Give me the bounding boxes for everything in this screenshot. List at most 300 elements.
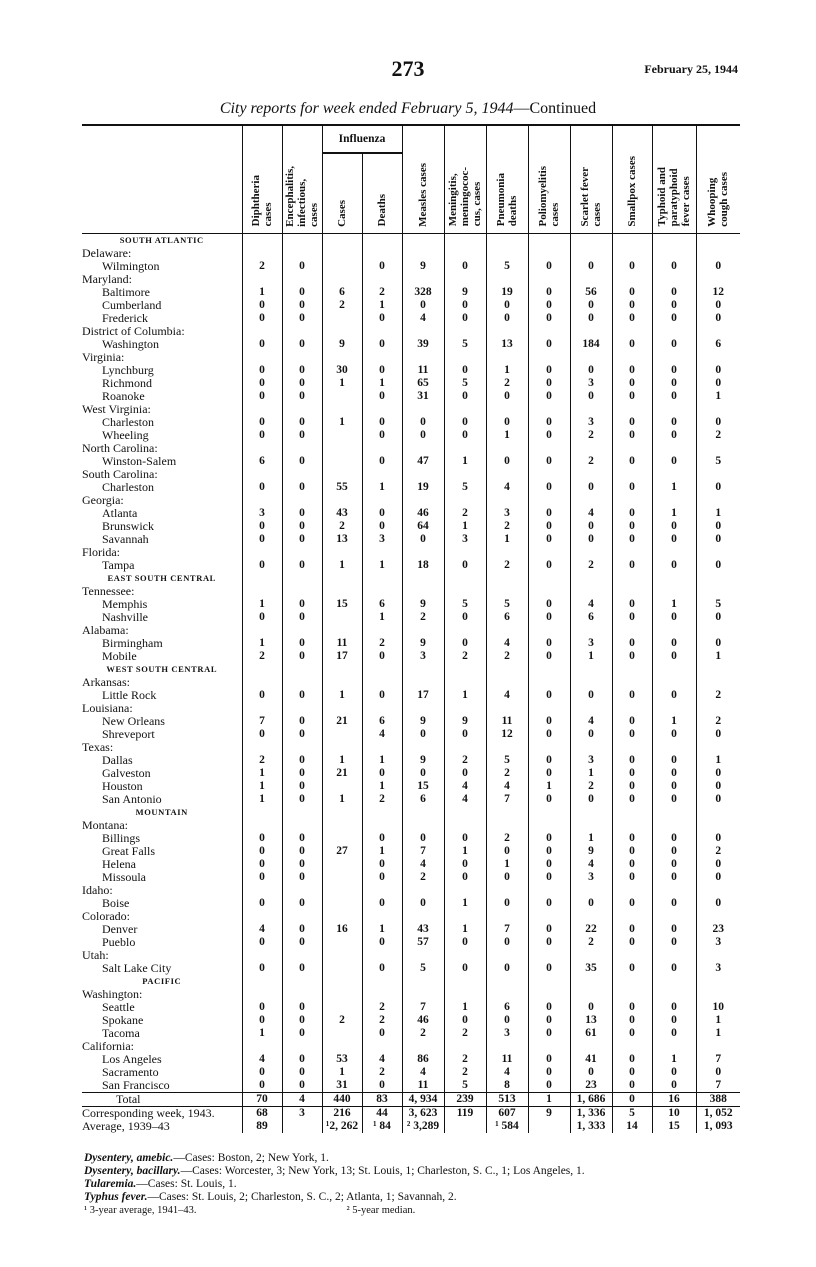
empty-cell	[444, 975, 486, 988]
value-cell: 0	[528, 936, 570, 949]
value-cell	[652, 546, 696, 559]
empty-cell	[652, 663, 696, 676]
value-cell: 0	[528, 832, 570, 845]
value-cell: 0	[652, 455, 696, 468]
value-cell: 0	[612, 728, 652, 741]
value-cell	[444, 468, 486, 481]
section-row	[82, 975, 740, 988]
city-row	[82, 728, 740, 741]
row-label: Winston-Salem	[102, 454, 177, 468]
empty-cell	[242, 572, 282, 585]
value-cell: 1, 336	[570, 1106, 612, 1120]
value-cell: 0	[612, 559, 652, 572]
value-cell: 0	[612, 845, 652, 858]
empty-cell	[570, 233, 612, 247]
value-cell: 1	[696, 754, 740, 767]
value-cell: 0	[612, 377, 652, 390]
value-cell	[696, 325, 740, 338]
value-cell: 2	[486, 377, 528, 390]
value-cell: 0	[612, 533, 652, 546]
value-cell: 0	[652, 897, 696, 910]
value-cell: 1	[696, 650, 740, 663]
state-row	[82, 702, 740, 715]
value-cell: 2	[402, 1027, 444, 1040]
value-cell: 0	[612, 1001, 652, 1014]
value-cell	[322, 1001, 362, 1014]
value-cell: 0	[528, 1066, 570, 1079]
value-cell: 0	[362, 520, 402, 533]
value-cell: 513	[486, 1092, 528, 1106]
value-cell	[282, 468, 322, 481]
value-cell: 0	[362, 897, 402, 910]
value-cell	[242, 247, 282, 260]
value-cell	[570, 351, 612, 364]
value-cell	[528, 325, 570, 338]
value-cell: 0	[612, 1053, 652, 1066]
value-cell: 5	[696, 455, 740, 468]
value-cell: 2	[362, 1001, 402, 1014]
value-cell	[444, 884, 486, 897]
value-cell: 4	[570, 507, 612, 520]
state-row	[82, 910, 740, 923]
value-cell: 23	[570, 1079, 612, 1093]
row-label: Savannah	[102, 532, 149, 546]
value-cell	[444, 949, 486, 962]
city-row	[82, 312, 740, 325]
value-cell: 0	[652, 793, 696, 806]
footnotes	[84, 1152, 764, 1217]
value-cell	[402, 910, 444, 923]
value-cell: 18	[402, 559, 444, 572]
value-cell: 0	[696, 793, 740, 806]
value-cell	[696, 819, 740, 832]
value-cell: 0	[652, 312, 696, 325]
value-cell	[362, 325, 402, 338]
row-label: Boise	[102, 896, 130, 910]
value-cell: 0	[652, 845, 696, 858]
value-cell: 47	[402, 455, 444, 468]
value-cell: 0	[282, 377, 322, 390]
value-cell	[444, 624, 486, 637]
value-cell	[242, 624, 282, 637]
empty-cell	[242, 233, 282, 247]
value-cell	[242, 1040, 282, 1053]
header-typhoid: Typhoid and paratyphoid fever cases	[652, 125, 696, 233]
value-cell: 0	[242, 962, 282, 975]
row-label: Total	[82, 1092, 242, 1106]
value-cell	[322, 468, 362, 481]
value-cell: 0	[652, 1079, 696, 1093]
empty-cell	[444, 233, 486, 247]
row-label: Missoula	[102, 870, 147, 884]
value-cell	[402, 741, 444, 754]
value-cell: 2	[696, 845, 740, 858]
value-cell: 0	[362, 364, 402, 377]
value-cell	[242, 988, 282, 1001]
value-cell: 0	[612, 897, 652, 910]
value-cell: 43	[402, 923, 444, 936]
value-cell: 6	[322, 286, 362, 299]
value-cell: 0	[696, 897, 740, 910]
value-cell: 46	[402, 1014, 444, 1027]
row-label: New Orleans	[102, 714, 165, 728]
row-label: Average, 1939–43	[82, 1119, 170, 1133]
value-cell: 0	[528, 455, 570, 468]
value-cell: 0	[282, 780, 322, 793]
value-cell: 1	[242, 286, 282, 299]
row-label: Helena	[102, 857, 136, 871]
value-cell	[652, 494, 696, 507]
value-cell	[322, 429, 362, 442]
value-cell	[612, 741, 652, 754]
value-cell	[486, 585, 528, 598]
page-date: February 25, 1944	[644, 62, 738, 76]
value-cell	[652, 884, 696, 897]
value-cell: 5	[444, 598, 486, 611]
value-cell: 6	[362, 598, 402, 611]
value-cell: 0	[652, 871, 696, 884]
value-cell	[322, 819, 362, 832]
value-cell	[362, 403, 402, 416]
value-cell: 0	[282, 897, 322, 910]
value-cell	[242, 910, 282, 923]
section-label: EAST SOUTH CENTRAL	[107, 572, 216, 583]
value-cell: 607	[486, 1106, 528, 1120]
row-label: Tampa	[102, 558, 135, 572]
value-cell	[528, 624, 570, 637]
value-cell	[322, 247, 362, 260]
value-cell: 1	[322, 416, 362, 429]
value-cell	[362, 702, 402, 715]
city-row	[82, 481, 740, 494]
value-cell: 1	[696, 390, 740, 403]
header-scarlet: Scarlet fever cases	[570, 125, 612, 233]
value-cell: 0	[570, 390, 612, 403]
value-cell: 0	[282, 1066, 322, 1079]
city-row	[82, 520, 740, 533]
value-cell	[362, 949, 402, 962]
value-cell: 4	[486, 481, 528, 494]
value-cell	[570, 988, 612, 1001]
value-cell: 13	[570, 1014, 612, 1027]
row-label: Brunswick	[102, 519, 154, 533]
value-cell: 4	[486, 637, 528, 650]
empty-cell	[242, 806, 282, 819]
value-cell: 0	[652, 689, 696, 702]
empty-cell	[282, 233, 322, 247]
value-cell	[612, 494, 652, 507]
value-cell	[362, 273, 402, 286]
value-cell: 1, 333	[570, 1120, 612, 1133]
value-cell	[402, 351, 444, 364]
value-cell: 1	[322, 793, 362, 806]
value-cell	[402, 546, 444, 559]
value-cell	[322, 741, 362, 754]
value-cell: 0	[362, 507, 402, 520]
value-cell	[242, 546, 282, 559]
value-cell: 0	[402, 429, 444, 442]
value-cell: 2	[242, 260, 282, 273]
value-cell: 0	[528, 507, 570, 520]
value-cell: 0	[444, 858, 486, 871]
empty-cell	[486, 663, 528, 676]
value-cell: 2	[242, 650, 282, 663]
row-label: Tacoma	[102, 1026, 140, 1040]
value-cell: 0	[612, 858, 652, 871]
empty-cell	[652, 806, 696, 819]
row-label: Wheeling	[102, 428, 149, 442]
value-cell	[486, 403, 528, 416]
value-cell: 0	[612, 936, 652, 949]
value-cell: 0	[282, 1079, 322, 1093]
value-cell	[652, 910, 696, 923]
value-cell: 0	[652, 1001, 696, 1014]
value-cell	[282, 546, 322, 559]
empty-cell	[362, 233, 402, 247]
value-cell: 0	[242, 364, 282, 377]
row-label: Charleston	[102, 480, 154, 494]
state-label: Delaware:	[82, 246, 132, 260]
value-cell: 0	[696, 260, 740, 273]
value-cell: 9	[444, 286, 486, 299]
city-row	[82, 286, 740, 299]
value-cell: 1	[362, 611, 402, 624]
empty-cell	[402, 975, 444, 988]
state-row	[82, 325, 740, 338]
city-row	[82, 416, 740, 429]
value-cell: 0	[242, 871, 282, 884]
value-cell: 0	[612, 1027, 652, 1040]
value-cell: 0	[528, 429, 570, 442]
value-cell: 1	[242, 767, 282, 780]
value-cell: 5	[612, 1106, 652, 1120]
state-label: Georgia:	[82, 493, 124, 507]
value-cell	[282, 1120, 322, 1133]
value-cell	[696, 884, 740, 897]
city-row	[82, 364, 740, 377]
city-row	[82, 780, 740, 793]
value-cell: 2	[362, 793, 402, 806]
value-cell: 0	[612, 507, 652, 520]
value-cell	[486, 1040, 528, 1053]
city-row	[82, 1001, 740, 1014]
value-cell	[486, 949, 528, 962]
value-cell: 1	[362, 923, 402, 936]
value-cell: 1	[570, 832, 612, 845]
value-cell: 0	[242, 858, 282, 871]
value-cell: 0	[652, 767, 696, 780]
value-cell: 27	[322, 845, 362, 858]
header-flu-cases: Cases	[322, 153, 362, 233]
value-cell	[322, 442, 362, 455]
value-cell: 0	[444, 936, 486, 949]
value-cell	[486, 819, 528, 832]
value-cell	[322, 910, 362, 923]
city-row	[82, 455, 740, 468]
value-cell: 9	[570, 845, 612, 858]
value-cell: 0	[696, 637, 740, 650]
value-cell	[612, 546, 652, 559]
value-cell	[612, 351, 652, 364]
value-cell	[444, 1120, 486, 1133]
value-cell: 8	[486, 1079, 528, 1093]
value-cell	[242, 273, 282, 286]
value-cell: 0	[612, 832, 652, 845]
header-polio: Poliomyelitis cases	[528, 125, 570, 233]
value-cell	[322, 585, 362, 598]
value-cell: 4	[362, 728, 402, 741]
value-cell: 9	[444, 715, 486, 728]
value-cell: 5	[444, 1079, 486, 1093]
value-cell	[322, 988, 362, 1001]
value-cell	[486, 741, 528, 754]
value-cell	[696, 403, 740, 416]
value-cell	[282, 442, 322, 455]
value-cell: 0	[242, 312, 282, 325]
value-cell	[322, 260, 362, 273]
value-cell: 10	[652, 1106, 696, 1120]
value-cell: 3	[696, 936, 740, 949]
value-cell: 0	[282, 871, 322, 884]
value-cell	[282, 741, 322, 754]
state-row	[82, 884, 740, 897]
value-cell: 0	[696, 871, 740, 884]
value-cell: 0	[528, 390, 570, 403]
empty-cell	[322, 572, 362, 585]
value-cell	[570, 676, 612, 689]
empty-cell	[242, 663, 282, 676]
value-cell: 6	[486, 1001, 528, 1014]
city-row	[82, 832, 740, 845]
row-label: Salt Lake City	[102, 961, 172, 975]
value-cell: 0	[362, 858, 402, 871]
value-cell: 0	[652, 299, 696, 312]
value-cell	[570, 910, 612, 923]
value-cell: 0	[612, 520, 652, 533]
value-cell	[696, 247, 740, 260]
summary-row	[82, 1120, 740, 1133]
value-cell: 0	[486, 299, 528, 312]
value-cell: 0	[696, 416, 740, 429]
value-cell: 2	[402, 871, 444, 884]
value-cell: 0	[612, 1066, 652, 1079]
value-cell: 1	[528, 780, 570, 793]
value-cell: 0	[612, 650, 652, 663]
value-cell	[570, 325, 612, 338]
value-cell	[282, 988, 322, 1001]
value-cell	[486, 468, 528, 481]
state-label: Utah:	[82, 948, 109, 962]
value-cell	[528, 884, 570, 897]
value-cell: 4	[570, 598, 612, 611]
value-cell: 0	[242, 338, 282, 351]
value-cell: 0	[444, 429, 486, 442]
state-row	[82, 624, 740, 637]
value-cell: 0	[528, 767, 570, 780]
value-cell	[612, 884, 652, 897]
value-cell: 2	[362, 1014, 402, 1027]
value-cell	[402, 988, 444, 1001]
value-cell: 1	[652, 481, 696, 494]
value-cell	[570, 247, 612, 260]
value-cell: 2	[444, 1027, 486, 1040]
value-cell	[322, 611, 362, 624]
value-cell: 89	[242, 1120, 282, 1133]
value-cell: 2	[242, 754, 282, 767]
value-cell	[362, 910, 402, 923]
state-label: Florida:	[82, 545, 120, 559]
value-cell: 6	[696, 338, 740, 351]
value-cell: 0	[444, 871, 486, 884]
value-cell: 0	[612, 793, 652, 806]
value-cell	[322, 897, 362, 910]
value-cell: 1	[444, 1001, 486, 1014]
value-cell: 0	[612, 637, 652, 650]
value-cell: 4	[402, 312, 444, 325]
section-label: MOUNTAIN	[135, 806, 188, 817]
value-cell: 0	[242, 689, 282, 702]
value-cell: 3	[696, 962, 740, 975]
value-cell: 7	[696, 1053, 740, 1066]
value-cell: 0	[652, 650, 696, 663]
value-cell: 12	[486, 728, 528, 741]
row-label: Charleston	[102, 415, 154, 429]
value-cell: 0	[362, 260, 402, 273]
section-row	[82, 233, 740, 247]
value-cell: 0	[282, 923, 322, 936]
empty-cell	[612, 806, 652, 819]
value-cell: 0	[612, 299, 652, 312]
value-cell	[612, 325, 652, 338]
value-cell: 0	[444, 962, 486, 975]
value-cell	[322, 676, 362, 689]
city-row	[82, 871, 740, 884]
value-cell: 0	[362, 962, 402, 975]
row-label: Richmond	[102, 376, 152, 390]
value-cell: 0	[282, 715, 322, 728]
header-smallpox: Smallpox cases	[612, 125, 652, 233]
row-label: Wilmington	[102, 259, 160, 273]
value-cell: 46	[402, 507, 444, 520]
value-cell: 11	[402, 364, 444, 377]
value-cell	[282, 351, 322, 364]
value-cell	[282, 325, 322, 338]
value-cell: 0	[696, 312, 740, 325]
value-cell: 0	[652, 1027, 696, 1040]
row-label: Roanoke	[102, 389, 145, 403]
value-cell: 5	[402, 962, 444, 975]
value-cell: 1	[696, 1027, 740, 1040]
value-cell: 0	[444, 312, 486, 325]
value-cell	[242, 949, 282, 962]
value-cell: 1	[444, 923, 486, 936]
value-cell: 0	[282, 520, 322, 533]
row-label: Sacramento	[102, 1065, 159, 1079]
state-label: Texas:	[82, 740, 114, 754]
value-cell: 0	[612, 312, 652, 325]
empty-cell	[612, 663, 652, 676]
value-cell: 0	[282, 390, 322, 403]
state-label: Washington:	[82, 987, 143, 1001]
value-cell: 2	[444, 754, 486, 767]
value-cell: 4	[402, 1066, 444, 1079]
value-cell: 0	[570, 520, 612, 533]
value-cell: 0	[282, 637, 322, 650]
value-cell: 56	[570, 286, 612, 299]
header-meningitis: Meningitis, meningococ- cus, cases	[444, 125, 486, 233]
value-cell: 0	[570, 299, 612, 312]
value-cell: 0	[652, 390, 696, 403]
